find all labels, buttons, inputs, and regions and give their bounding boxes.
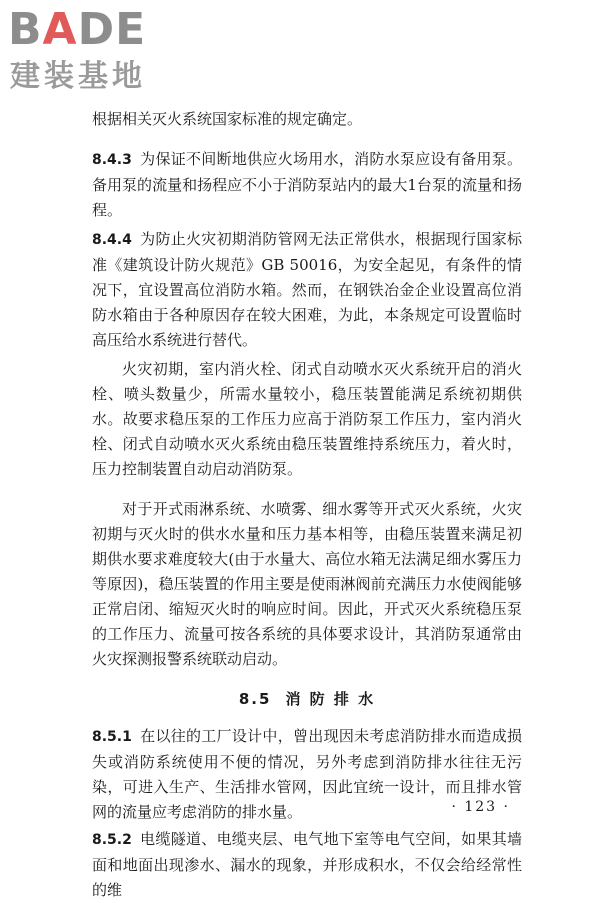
clause-number: 8.5.1: [92, 729, 132, 745]
clause-text: 在以往的工厂设计中，曾出现因未考虑消防排水而造成损失或消防系统使用不便的情况，另外考虑到消防排水往往无污染，可进入生产、生活排水管网，因此宜统一设计，而且排水管网的流量应考虑消防的排水量。: [92, 727, 522, 821]
watermark-subtitle: 建装基地: [10, 59, 146, 94]
clause-8-4-3: [92, 147, 522, 223]
clause-number: 8.4.3: [92, 152, 132, 168]
clause-text: 为防止火灾初期消防管网无法正常供水，根据现行国家标准《建筑设计防火规范》GB 50016，为安全起见，有条件的情况下，宜设置高位消防水箱。然而，在钢铁冶金企业设置高位消防水箱由于各种原因存在较大困难，为此，本条规定可设置临时高压给水系统进行替代。: [92, 230, 522, 349]
section-heading: [92, 688, 522, 709]
page-number: · 123 ·: [451, 799, 510, 815]
section-title-text: 消 防 排 水: [285, 690, 376, 708]
section-number: 8.5: [238, 690, 272, 708]
clause-number: 8.5.2: [92, 832, 132, 848]
intro-line: 根据相关灭火系统国家标准的规定确定。: [92, 110, 363, 128]
watermark-letters-de: DE: [77, 4, 147, 55]
clause-8-5-2: [92, 827, 522, 903]
paragraph-open-systems: 对于开式雨淋系统、水喷雾、细水雾等开式灭火系统，火灾初期与灭火时的供水水量和压力基本相等，由稳压装置来满足初期供水要求难度较大(由于水量大、高位水箱无法满足细水雾压力等原因)，稳压装置的作用主要是使雨淋阀前充满压力水使阀能够正常启闭、缩短灭火时的响应时间。因此，开式灭火系统稳压泵的工作压力、流量可按各系统的具体要求设计，其消防泵通常由火灾探测报警系统联动启动。: [92, 500, 522, 668]
watermark-letter-b: B: [8, 4, 43, 55]
clause-text: 为保证不间断地供应火场用水，消防水泵应设有备用泵。备用泵的流量和扬程应不小于消防泵站内的最大1台泵的流量和扬程。: [92, 150, 522, 219]
clause-8-4-4: [92, 227, 522, 353]
watermark-logo: [8, 6, 178, 98]
watermark-brand: [8, 6, 146, 54]
clause-text: 电缆隧道、电缆夹层、电气地下室等电气空间，如果其墙面和地面出现渗水、漏水的现象，并形成积水，不仅会给经常性的维: [92, 830, 522, 899]
paragraph-fire-initial: 火灾初期，室内消火栓、闭式自动喷水灭火系统开启的消火栓、喷头数量少，所需水量较小，稳压装置能满足系统初期供水。故要求稳压泵的工作压力应高于消防泵工作压力，室内消火栓、闭式自动喷水灭火系统由稳压装置维持系统压力，着火时，压力控制装置自动启动消防泵。: [92, 360, 522, 478]
clause-number: 8.4.4: [92, 232, 132, 248]
page-body: [92, 92, 522, 903]
watermark-letter-a: A: [42, 4, 78, 55]
